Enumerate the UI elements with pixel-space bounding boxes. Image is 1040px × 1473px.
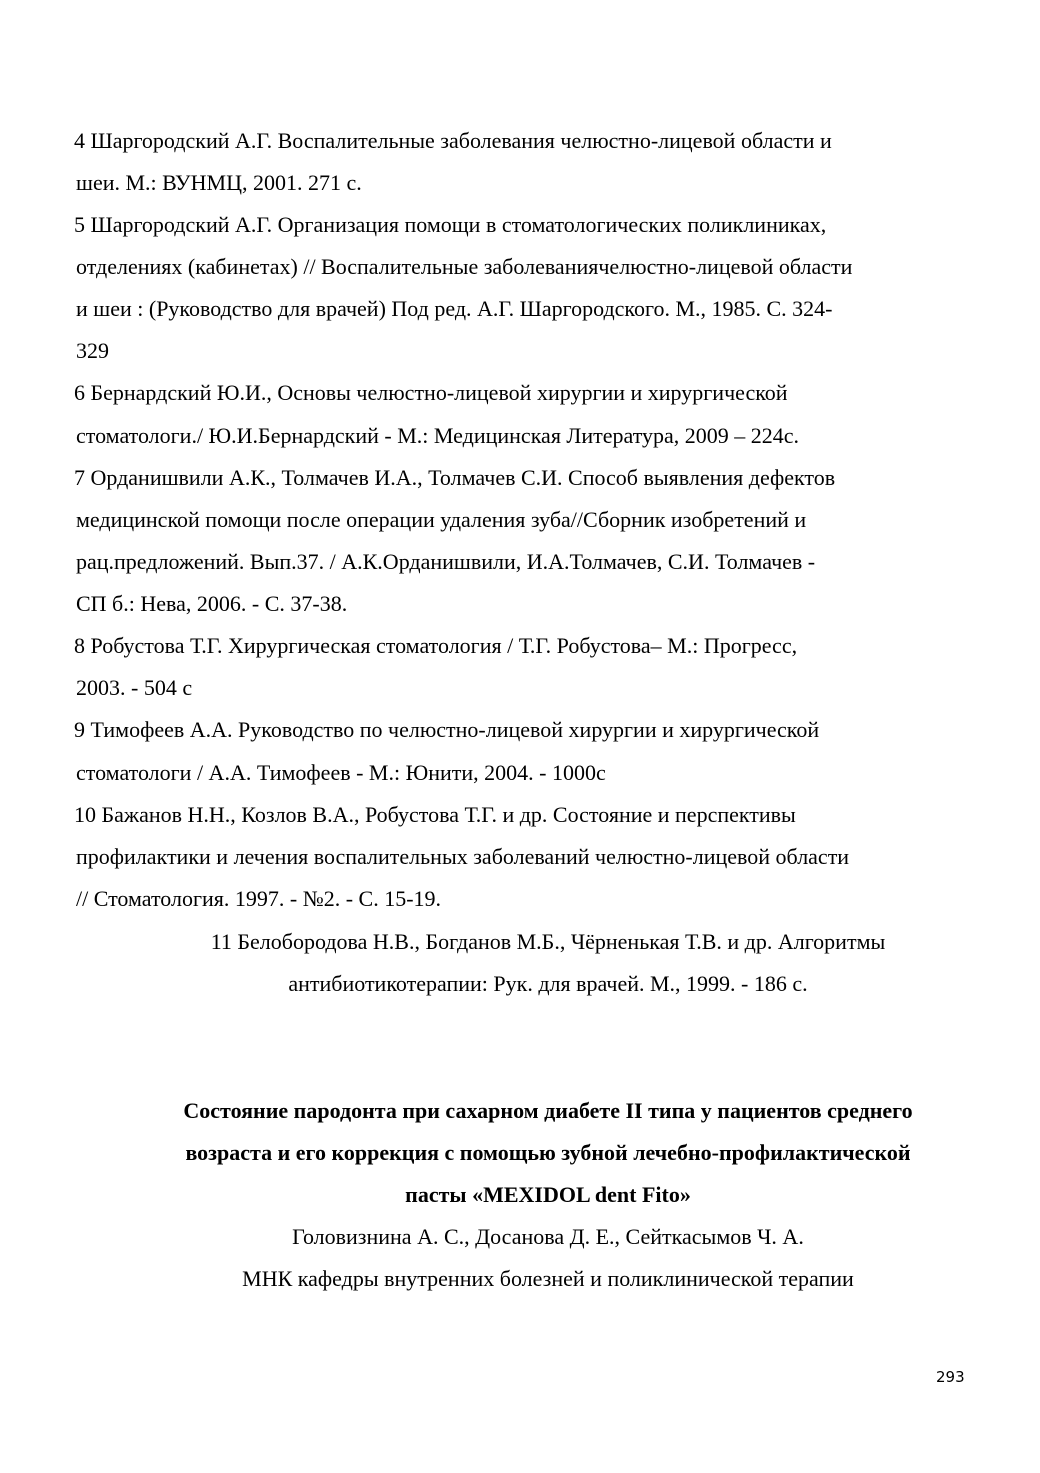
reference-line: антибиотикотерапии: Рук. для врачей. М., 1999. - 186 с. — [288, 971, 808, 996]
reference-line: 7 Орданишвили А.К., Толмачев И.А., Толмачев С.И. Способ выявления дефектов — [74, 465, 836, 490]
article-authors: Головизнина А. С., Досанова Д. Е., Сейткасымов Ч. А. — [292, 1224, 804, 1249]
article-title-line: пасты «MEXIDOL dent Fito» — [405, 1182, 691, 1207]
reference-line: медицинской помощи после операции удаления зуба//Сборник изобретений и — [76, 507, 807, 532]
reference-line: 8 Робустова Т.Г. Хирургическая стоматология / Т.Г. Робустова– М.: Прогресс, — [74, 633, 798, 658]
reference-line: 329 — [76, 338, 109, 363]
reference-line: 9 Тимофеев А.А. Руководство по челюстно-лицевой хирургии и хирургической — [74, 717, 820, 742]
reference-line: отделениях (кабинетах) // Воспалительные заболеваниячелюстно-лицевой области — [76, 254, 853, 279]
reference-line: // Стоматология. 1997. - №2. - С. 15-19. — [76, 886, 442, 911]
article-affiliation: МНК кафедры внутренних болезней и поликлинической терапии — [242, 1266, 854, 1291]
reference-line: СП б.: Нева, 2006. - С. 37-38. — [76, 591, 348, 616]
page-number: 293 — [936, 1368, 965, 1386]
reference-line: 11 Белобородова Н.В., Богданов М.Б., Чёрненькая Т.В. и др. Алгоритмы — [210, 929, 886, 954]
reference-line: шеи. М.: ВУНМЦ, 2001. 271 с. — [76, 170, 362, 195]
reference-line: стоматологи / А.А. Тимофеев - М.: Юнити, 2004. - 1000с — [76, 760, 606, 785]
article-title-line: возраста и его коррекция с помощью зубной лечебно-профилактической — [185, 1140, 911, 1165]
reference-line: 10 Бажанов Н.Н., Козлов В.А., Робустова Т.Г. и др. Состояние и перспективы — [74, 802, 796, 827]
article-title-line: Состояние пародонта при сахарном диабете II типа у пациентов среднего — [183, 1098, 913, 1123]
reference-line: 6 Бернардский Ю.И., Основы челюстно-лицевой хирургии и хирургической — [74, 380, 788, 405]
reference-line: 2003. - 504 с — [76, 675, 193, 700]
reference-line: и шеи : (Руководство для врачей) Под ред. А.Г. Шаргородского. М., 1985. С. 324- — [76, 296, 833, 321]
reference-line: профилактики и лечения воспалительных заболеваний челюстно-лицевой области — [76, 844, 850, 869]
reference-line: рац.предложений. Вып.37. / А.К.Орданишвили, И.А.Толмачев, С.И. Толмачев - — [76, 549, 816, 574]
reference-line: 4 Шаргородский А.Г. Воспалительные заболевания челюстно-лицевой области и — [74, 128, 832, 153]
reference-line: стоматологи./ Ю.И.Бернардский - М.: Медицинская Литература, 2009 – 224с. — [76, 423, 800, 448]
reference-line: 5 Шаргородский А.Г. Организация помощи в стоматологических поликлиниках, — [74, 212, 827, 237]
